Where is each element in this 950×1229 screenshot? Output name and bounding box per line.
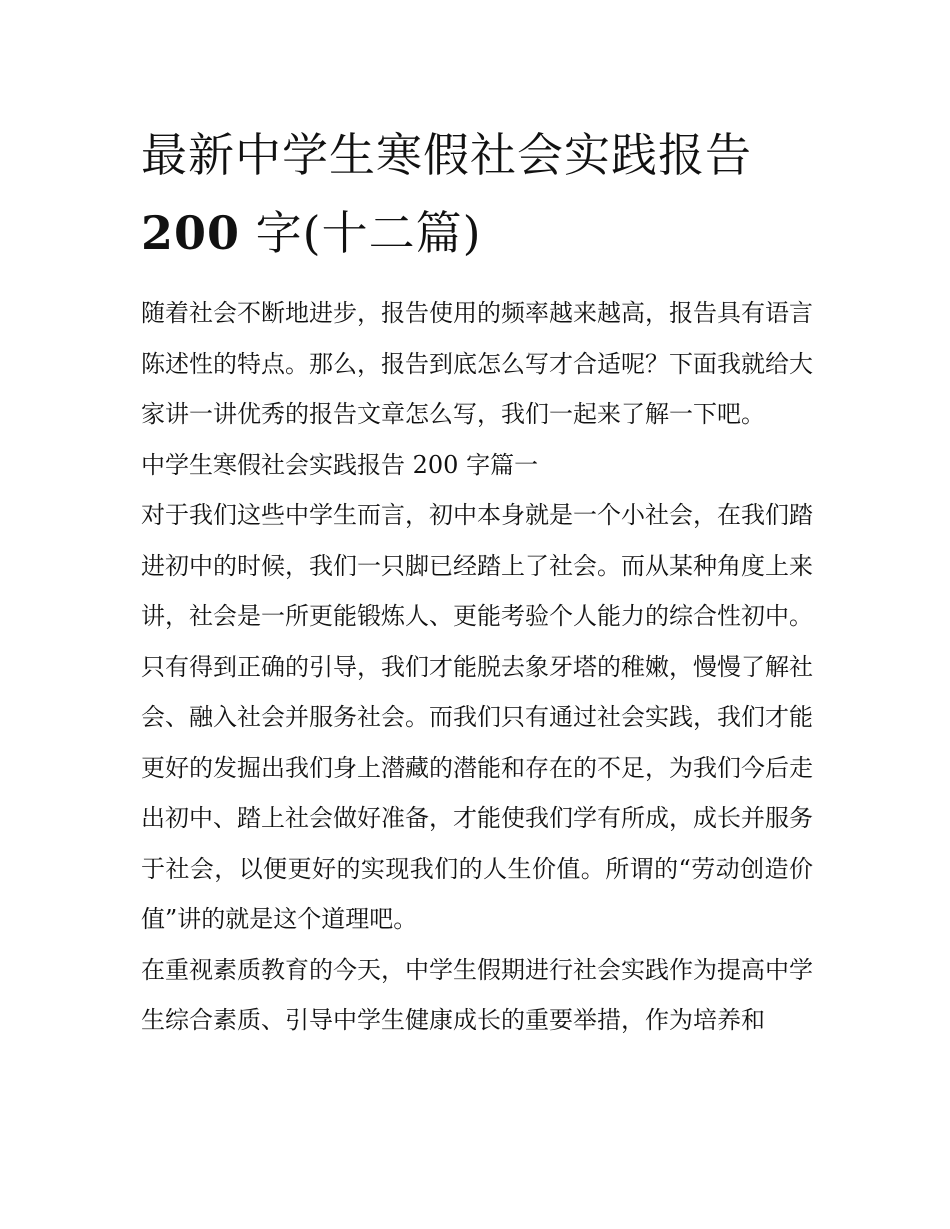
title-suffix: 字(十二篇) — [240, 206, 482, 260]
title-line-1: 最新中学生寒假社会实践报告 — [141, 128, 752, 182]
body-paragraph-2: 在重视素质教育的今天，中学生假期进行社会实践作为提高中学生综合素质、引导中学生健康成长的重要举措，作为培养和 — [141, 955, 813, 1034]
title-number: 200 — [141, 206, 241, 260]
document-body — [141, 116, 813, 1046]
body-paragraph-1: 对于我们这些中学生而言，初中本身就是一个小社会，在我们踏进初中的时候，我们一只脚已经踏上了社会。而从某种角度上来讲，社会是一所更能锻炼人、更能考验个人能力的综合性初中。只有得到正确的引导，我们才能脱去象牙塔的稚嫩，慢慢了解社会、融入社会并服务社会。而我们只有通过社会实践，我们才能更好的发掘出我们身上潜藏的潜能和存在的不足，为我们今后走出初中、踏上社会做好准备，才能使我们学有所成，成长并服务于社会，以便更好的实现我们的人生价值。所谓的“劳动创造价值”讲的就是这个道理吧。 — [141, 501, 813, 933]
section-heading: 中学生寒假社会实践报告 200 字篇一 — [141, 450, 539, 479]
document-title — [141, 116, 813, 272]
intro-paragraph: 随着社会不断地进步，报告使用的频率越来越高，报告具有语言陈述性的特点。那么，报告到底怎么写才合适呢？下面我就给大家讲一讲优秀的报告文章怎么写，我们一起来了解一下吧。 — [141, 299, 813, 428]
